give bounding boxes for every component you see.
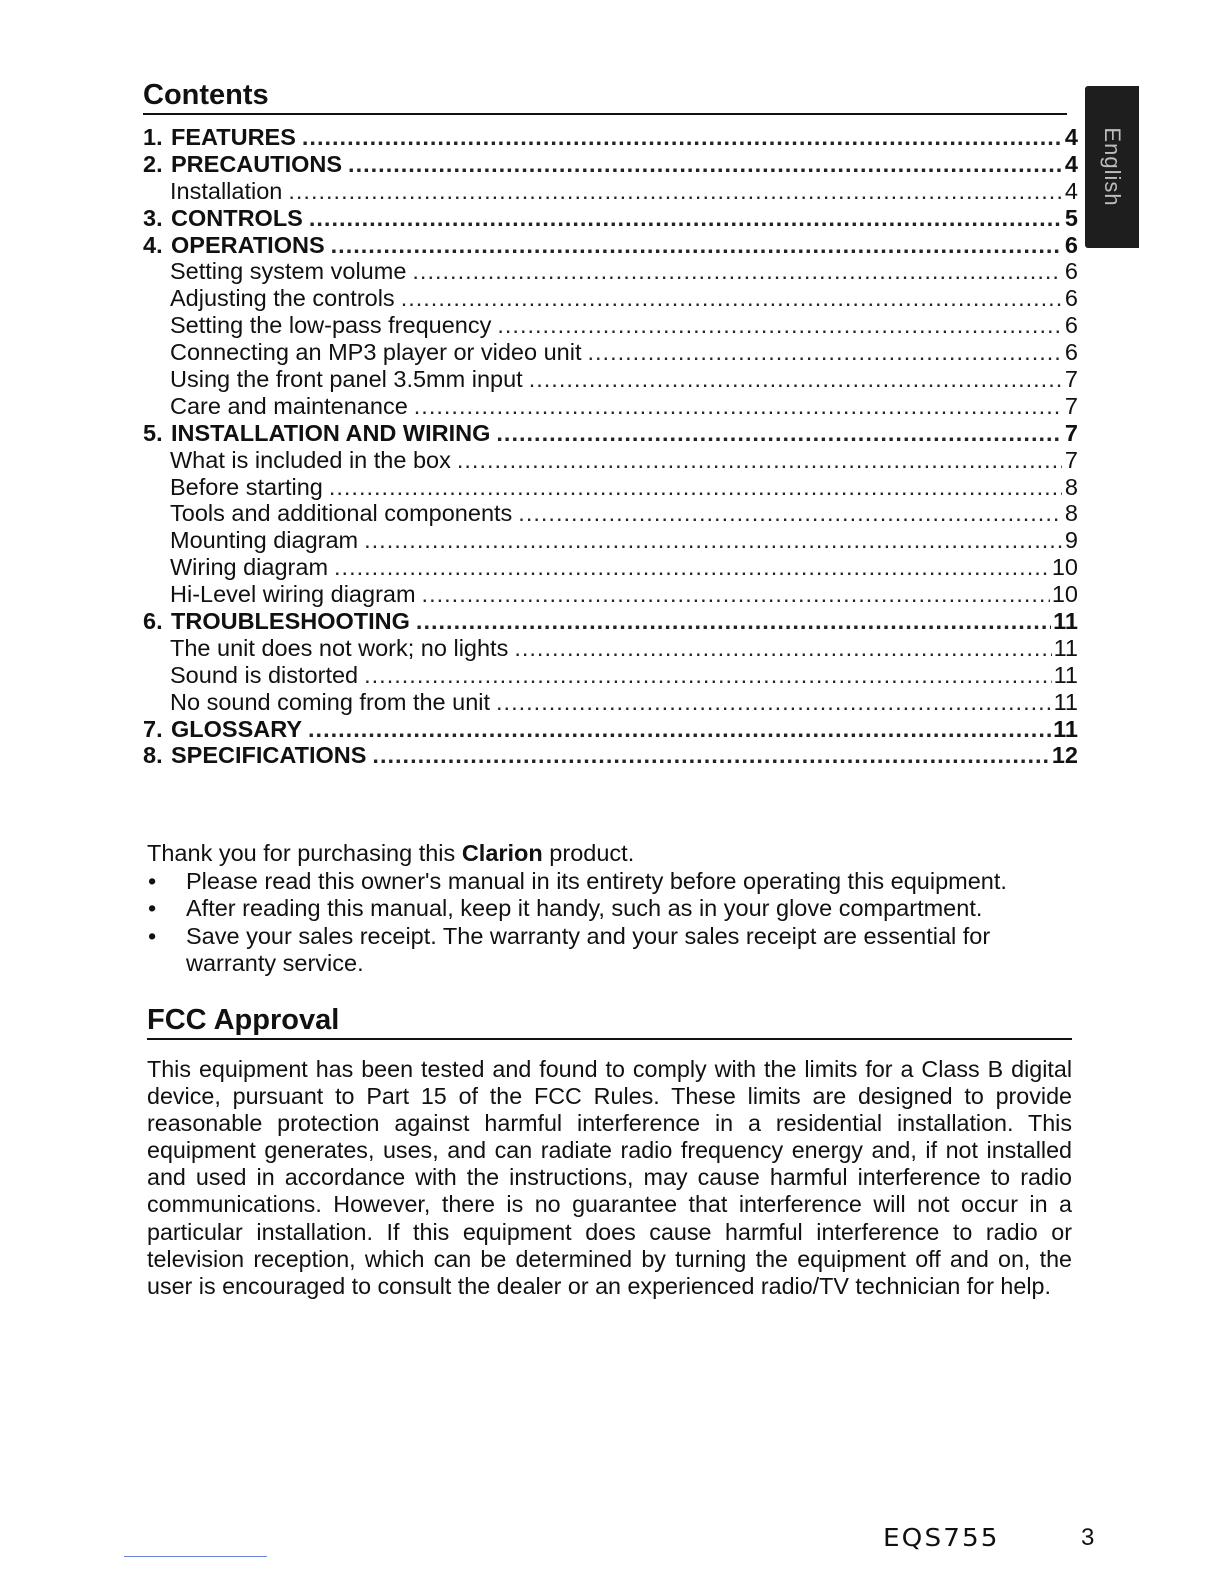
toc-entry-label: Sound is distorted bbox=[170, 661, 359, 688]
toc-entry-number: 5. bbox=[143, 419, 163, 446]
toc-entry-page: 6 bbox=[1064, 231, 1078, 258]
toc-entry[interactable] bbox=[143, 151, 1078, 178]
toc-entry-label: Setting the low-pass frequency bbox=[170, 312, 492, 339]
toc-dot-leader bbox=[364, 527, 1062, 554]
toc-entry[interactable] bbox=[143, 312, 1078, 339]
toc-entry[interactable] bbox=[143, 554, 1078, 581]
toc-entry-number: 7. bbox=[143, 715, 163, 742]
toc-entry-label: Wiring diagram bbox=[170, 554, 329, 581]
toc-entry-page: 11 bbox=[1053, 688, 1078, 715]
list-item: • Save your sales receipt. The warranty and your sales receipt are essential for warranty service. bbox=[148, 922, 991, 976]
toc-entry-number: 2. bbox=[143, 150, 163, 177]
toc-entry-number: 6. bbox=[143, 608, 163, 635]
toc-entry-label: SPECIFICATIONS bbox=[171, 742, 367, 769]
toc-entry-page: 8 bbox=[1064, 500, 1078, 527]
toc-entry[interactable] bbox=[143, 178, 1078, 205]
toc-entry[interactable] bbox=[143, 635, 1078, 662]
toc-dot-leader bbox=[334, 554, 1050, 581]
fcc-title-rule bbox=[147, 1038, 1072, 1040]
toc-entry-page: 11 bbox=[1053, 608, 1078, 635]
toc-entry[interactable] bbox=[143, 258, 1078, 285]
toc-entry-page: 11 bbox=[1053, 661, 1078, 688]
toc-entry-page: 5 bbox=[1064, 204, 1078, 231]
toc-dot-leader bbox=[529, 366, 1062, 393]
model-number: EQS755 bbox=[883, 1523, 1000, 1552]
fcc-title: FCC Approval bbox=[147, 1004, 340, 1036]
toc-dot-leader bbox=[348, 151, 1062, 178]
fcc-body-text: This equipment has been tested and found to comply with the limits for a Class B digital device, pursuant to Part 15 of the FCC Rules. These limits are designed to provide reasonable protection against harmful interference in a residential installation. This equipment generates, uses, and can radiate radio frequency energy and, if not installed and used in accordance with the instructions, may cause harmful interference to radio communications. However, there is no guarantee that interference will not occur in a particular installation. If this equipment does cause harmful interference to radio or television reception, which can be determined by turning the equipment off and on, the user is encouraged to consult the dealer or an experienced radio/TV technician for help. bbox=[147, 1056, 1072, 1299]
toc-entry-label: PRECAUTIONS bbox=[171, 150, 343, 177]
toc-entry[interactable] bbox=[143, 285, 1078, 312]
toc-entry-number: 8. bbox=[143, 742, 163, 769]
toc-dot-leader bbox=[364, 662, 1051, 689]
toc-dot-leader bbox=[496, 420, 1062, 447]
toc-dot-leader bbox=[309, 205, 1062, 232]
toc-dot-leader bbox=[496, 689, 1052, 716]
toc-dot-leader bbox=[412, 258, 1062, 285]
toc-entry-label: Care and maintenance bbox=[170, 392, 408, 419]
toc-entry-page: 6 bbox=[1064, 312, 1078, 339]
toc-dot-leader bbox=[514, 635, 1051, 662]
toc-entry-page: 4 bbox=[1064, 150, 1078, 177]
list-item: • After reading this manual, keep it handy, such as in your glove compartment. bbox=[148, 895, 983, 921]
table-of-contents bbox=[143, 124, 1078, 769]
toc-dot-leader bbox=[401, 285, 1062, 312]
intro-bullet-list bbox=[147, 868, 1047, 978]
toc-dot-leader bbox=[422, 581, 1050, 608]
toc-entry[interactable] bbox=[143, 447, 1078, 474]
toc-entry-page: 6 bbox=[1064, 285, 1078, 312]
toc-entry-page: 7 bbox=[1064, 446, 1078, 473]
toc-entry[interactable] bbox=[143, 608, 1078, 635]
toc-entry-page: 7 bbox=[1064, 392, 1078, 419]
toc-dot-leader bbox=[588, 339, 1063, 366]
toc-entry-label: CONTROLS bbox=[171, 204, 303, 231]
toc-dot-leader bbox=[331, 232, 1062, 259]
toc-entry-page: 8 bbox=[1064, 473, 1078, 500]
thank-you-line: Thank you for purchasing this Clarion product. bbox=[147, 840, 635, 866]
toc-entry-number: 4. bbox=[143, 231, 163, 258]
list-item: • Please read this owner's manual in its entirety before operating this equipment. bbox=[148, 867, 1007, 894]
contents-header bbox=[143, 78, 1067, 115]
toc-entry-label: Hi-Level wiring diagram bbox=[170, 581, 416, 608]
toc-entry[interactable] bbox=[143, 689, 1078, 716]
toc-dot-leader bbox=[518, 500, 1062, 527]
toc-entry-page: 9 bbox=[1064, 527, 1078, 554]
toc-dot-leader bbox=[302, 124, 1062, 151]
language-tab bbox=[1085, 86, 1139, 248]
toc-entry[interactable] bbox=[143, 500, 1078, 527]
toc-entry[interactable] bbox=[143, 366, 1078, 393]
toc-entry[interactable] bbox=[143, 662, 1078, 689]
toc-entry-label: Setting system volume bbox=[170, 258, 407, 285]
toc-entry-label: Tools and additional components bbox=[170, 500, 513, 527]
toc-entry-label: Before starting bbox=[170, 473, 323, 500]
toc-entry-page: 11 bbox=[1053, 634, 1078, 661]
toc-entry-label: Installation bbox=[170, 177, 283, 204]
toc-entry-label: FEATURES bbox=[171, 124, 296, 150]
bullet-icon: • bbox=[148, 867, 157, 894]
intro-section bbox=[147, 840, 1047, 978]
language-tab-label: English bbox=[1100, 127, 1125, 207]
toc-entry[interactable] bbox=[143, 232, 1078, 259]
toc-entry[interactable] bbox=[143, 393, 1078, 420]
toc-entry[interactable] bbox=[143, 716, 1078, 743]
toc-entry-label: What is included in the box bbox=[170, 446, 451, 473]
toc-dot-leader bbox=[497, 312, 1062, 339]
toc-dot-leader bbox=[329, 474, 1062, 501]
toc-entry-label: TROUBLESHOOTING bbox=[171, 608, 410, 635]
toc-entry-label: Using the front panel 3.5mm input bbox=[170, 366, 523, 393]
toc-entry-label: GLOSSARY bbox=[171, 715, 303, 742]
toc-entry-page: 10 bbox=[1051, 554, 1078, 581]
contents-title-rule bbox=[143, 113, 1067, 115]
contents-title: Contents bbox=[143, 79, 269, 111]
toc-entry[interactable] bbox=[143, 527, 1078, 554]
bullet-icon: • bbox=[148, 895, 157, 921]
toc-entry-label: The unit does not work; no lights bbox=[170, 634, 509, 661]
toc-entry-page: 10 bbox=[1051, 581, 1078, 608]
toc-entry[interactable] bbox=[143, 339, 1078, 366]
toc-entry-page: 6 bbox=[1064, 258, 1078, 285]
footer-divider bbox=[124, 1556, 267, 1557]
toc-entry-label: INSTALLATION AND WIRING bbox=[171, 419, 491, 446]
toc-entry-page: 12 bbox=[1051, 742, 1078, 769]
toc-dot-leader bbox=[414, 393, 1062, 420]
bullet-icon: • bbox=[148, 922, 157, 949]
toc-entry[interactable] bbox=[143, 742, 1078, 769]
toc-entry[interactable] bbox=[143, 124, 1078, 151]
toc-entry-number: 3. bbox=[143, 204, 163, 231]
toc-entry[interactable] bbox=[143, 420, 1078, 447]
toc-entry[interactable] bbox=[143, 474, 1078, 501]
toc-dot-leader bbox=[288, 178, 1062, 205]
toc-dot-leader bbox=[457, 447, 1062, 474]
toc-entry-page: 6 bbox=[1064, 339, 1078, 366]
toc-entry-label: No sound coming from the unit bbox=[170, 688, 491, 715]
toc-dot-leader bbox=[372, 742, 1049, 769]
toc-entry-number: 1. bbox=[143, 124, 163, 150]
toc-entry-label: Connecting an MP3 player or video unit bbox=[170, 339, 582, 366]
toc-entry-page: 4 bbox=[1064, 124, 1078, 150]
toc-entry-label: Mounting diagram bbox=[170, 527, 359, 554]
toc-entry-label: OPERATIONS bbox=[171, 231, 325, 258]
page-number: 3 bbox=[1081, 1524, 1095, 1551]
toc-entry[interactable] bbox=[143, 581, 1078, 608]
toc-entry-label: Adjusting the controls bbox=[170, 285, 395, 312]
toc-entry[interactable] bbox=[143, 205, 1078, 232]
toc-entry-page: 7 bbox=[1064, 419, 1078, 446]
toc-dot-leader bbox=[416, 608, 1051, 635]
toc-entry-page: 4 bbox=[1064, 177, 1078, 204]
brand-name: Clarion bbox=[461, 840, 543, 866]
fcc-header bbox=[147, 1003, 1072, 1040]
toc-dot-leader bbox=[308, 716, 1051, 743]
toc-entry-page: 11 bbox=[1053, 715, 1078, 742]
toc-entry-page: 7 bbox=[1064, 366, 1078, 393]
